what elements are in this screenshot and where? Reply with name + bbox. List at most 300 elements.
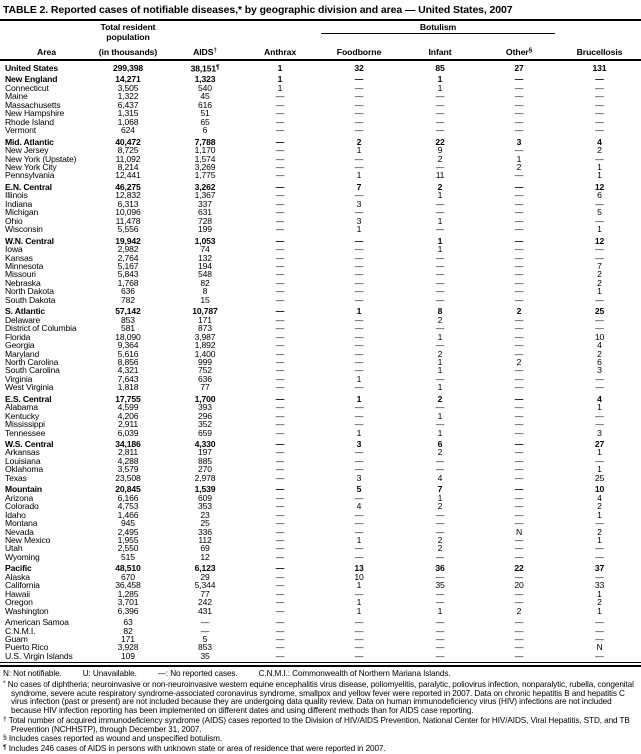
cell-brucellosis: 2: [597, 269, 602, 280]
footnotes: [0, 670, 641, 753]
cell-population: 6,313: [117, 198, 139, 209]
cell-foodborne: —: [354, 323, 364, 334]
col-header-foodborne: Foodborne: [318, 44, 400, 60]
table-row: [0, 519, 641, 527]
cell-other: 27: [514, 62, 524, 73]
cell-infant: —: [435, 625, 445, 636]
cell-anthrax: —: [275, 306, 285, 317]
table-row: [0, 358, 641, 366]
cell-brucellosis: 2: [597, 277, 602, 288]
cell-population: 4,288: [117, 455, 139, 466]
cell-aids: 609: [198, 492, 212, 503]
cell-infant: 4: [437, 472, 443, 483]
cell-foodborne: —: [354, 518, 364, 529]
cell-infant: 1: [437, 331, 443, 342]
cell-infant: —: [435, 277, 445, 288]
cell-infant: 1: [437, 244, 443, 255]
cell-other: —: [514, 198, 524, 209]
cell-other: —: [514, 190, 524, 201]
cell-population: 171: [121, 634, 135, 644]
cell-infant: 2: [437, 181, 443, 192]
table-row: [0, 180, 641, 191]
cell-other: —: [514, 634, 524, 644]
cell-aids: 7,788: [194, 136, 216, 147]
cell-other: 2: [516, 161, 522, 172]
cell-infant: —: [435, 99, 445, 110]
cell-brucellosis: 4: [597, 136, 602, 147]
cell-infant: —: [435, 551, 445, 562]
cell-infant: —: [435, 455, 445, 466]
cell-other: —: [514, 382, 524, 393]
cell-other: —: [514, 294, 524, 305]
cell-aids: 2,978: [194, 472, 216, 483]
table-row: [0, 92, 641, 100]
cell-brucellosis: 1: [597, 286, 602, 297]
cell-other: —: [514, 181, 524, 192]
cell-foodborne: —: [354, 551, 364, 562]
cell-other: —: [514, 617, 524, 628]
area-cell: Arizona: [5, 492, 34, 503]
cell-aids: 6,123: [194, 563, 216, 574]
col-header-aids: [168, 44, 242, 60]
cell-foodborne: —: [354, 617, 364, 628]
cell-infant: 8: [437, 306, 443, 317]
table-row: [0, 465, 641, 473]
cell-infant: —: [435, 198, 445, 209]
cell-population: 5,616: [117, 348, 139, 359]
cell-other: —: [514, 455, 524, 466]
cell-aids: 12: [200, 551, 210, 562]
cell-population: 5,556: [117, 224, 139, 235]
area-cell: Florida: [5, 331, 31, 342]
table-row: [0, 171, 641, 179]
cell-anthrax: —: [275, 116, 285, 127]
cell-infant: 1: [437, 410, 443, 421]
cell-anthrax: —: [275, 492, 285, 503]
cell-aids: 1,700: [194, 393, 216, 404]
table-row: [0, 511, 641, 519]
cell-infant: 1: [437, 365, 443, 376]
cell-population: 40,472: [115, 136, 141, 147]
cell-population: 109: [121, 650, 135, 661]
table-row: [0, 627, 641, 635]
cell-aids: 132: [198, 252, 212, 263]
cell-aids: 1,574: [194, 153, 216, 164]
cell-foodborne: —: [354, 277, 364, 288]
cell-population: 3,928: [117, 642, 139, 653]
cell-other: —: [514, 170, 524, 181]
cell-aids: 5,344: [194, 580, 216, 591]
table-row: [0, 502, 641, 510]
cell-aids: 337: [198, 198, 212, 209]
footnote-mark: ¶: [3, 743, 7, 751]
cell-foodborne: —: [354, 260, 364, 271]
cell-foodborne: —: [354, 252, 364, 263]
area-cell: Missouri: [5, 269, 36, 280]
cell-aids: —: [200, 617, 210, 628]
area-cell: C.N.M.I.: [5, 625, 36, 636]
cell-brucellosis: 7: [597, 260, 602, 271]
area-cell: W.N. Central: [5, 235, 54, 246]
cell-infant: 1: [437, 235, 443, 246]
cell-population: 4,753: [117, 501, 139, 512]
cell-population: 2,811: [117, 447, 139, 458]
footnote: § Includes cases reported as wound and unspecified botulism.: [3, 734, 222, 744]
cell-brucellosis: 4: [597, 340, 602, 351]
cell-other: —: [514, 116, 524, 127]
cell-anthrax: —: [275, 373, 285, 384]
cell-foodborne: —: [354, 116, 364, 127]
cell-aids: 1,170: [194, 145, 216, 156]
cell-infant: —: [435, 509, 445, 520]
cell-other: 2: [516, 306, 522, 317]
cell-foodborne: —: [354, 340, 364, 351]
cell-brucellosis: —: [595, 215, 604, 226]
cell-population: 12,441: [115, 170, 141, 181]
cell-other: —: [514, 427, 524, 438]
footnote-mark: †: [3, 715, 7, 723]
cell-foodborne: 1: [356, 427, 362, 438]
cell-brucellosis: 12: [594, 235, 605, 246]
table-row: [0, 392, 641, 403]
cell-brucellosis: 25: [594, 472, 605, 483]
header-spacer: [168, 21, 242, 44]
cell-anthrax: —: [275, 526, 285, 537]
cell-anthrax: —: [275, 551, 285, 562]
table-row: [0, 60, 641, 72]
cell-anthrax: —: [275, 331, 285, 342]
table-header: [0, 21, 641, 60]
area-cell: Nebraska: [5, 277, 41, 288]
cell-anthrax: —: [275, 260, 285, 271]
cell-other: —: [514, 551, 524, 562]
area-cell: Nevada: [5, 526, 34, 537]
cell-brucellosis: 25: [594, 306, 605, 317]
cell-anthrax: —: [275, 642, 285, 653]
area-cell: E.S. Central: [5, 393, 52, 404]
cell-brucellosis: —: [595, 373, 604, 384]
area-cell: Kentucky: [5, 410, 40, 421]
cell-brucellosis: 10: [594, 331, 605, 342]
cell-other: —: [514, 365, 524, 376]
cell-other: —: [514, 269, 524, 280]
cell-foodborne: 1: [356, 393, 362, 404]
cell-brucellosis: N: [596, 642, 603, 653]
cell-anthrax: —: [275, 419, 285, 430]
cell-other: —: [514, 464, 524, 475]
table-row: [0, 420, 641, 428]
table-row: [0, 279, 641, 287]
cell-population: 46,275: [115, 181, 141, 192]
cell-population: 5,167: [117, 260, 139, 271]
area-cell: United States: [5, 62, 58, 73]
table-row: [0, 234, 641, 245]
table-row: [0, 607, 641, 615]
cell-aids: 6: [202, 125, 208, 136]
cell-anthrax: —: [275, 244, 285, 255]
area-cell: Alaska: [5, 571, 30, 582]
cell-brucellosis: —: [595, 91, 604, 102]
table-row: [0, 615, 641, 626]
cell-aids: 636: [198, 373, 212, 384]
cell-other: —: [514, 571, 524, 582]
cell-infant: 1: [437, 356, 443, 367]
cell-foodborne: —: [354, 447, 364, 458]
table-row: [0, 254, 641, 262]
cell-other: —: [514, 447, 524, 458]
cell-aids: 29: [200, 571, 210, 582]
table-row: [0, 109, 641, 117]
cell-aids: 171: [198, 314, 212, 325]
cell-anthrax: —: [275, 365, 285, 376]
cell-infant: —: [435, 108, 445, 119]
cell-population: 8,856: [117, 356, 139, 367]
other-label: Other: [505, 47, 529, 57]
cell-foodborne: —: [354, 99, 364, 110]
table-row: [0, 635, 641, 643]
cell-foodborne: 3: [356, 439, 362, 450]
cell-population: 853: [121, 314, 135, 325]
notifiable-diseases-table: [0, 21, 641, 660]
cell-brucellosis: 1: [597, 170, 602, 181]
area-cell: Ohio: [5, 215, 23, 226]
cell-brucellosis: 4: [597, 492, 602, 503]
cell-foodborne: —: [354, 588, 364, 599]
cell-other: —: [514, 393, 524, 404]
cell-aids: 1,400: [194, 348, 216, 359]
cell-other: 3: [516, 136, 522, 147]
table-row: [0, 126, 641, 134]
col-header-population: (in thousands): [88, 44, 168, 60]
table-row: [0, 366, 641, 374]
cell-aids: 45: [200, 91, 210, 102]
cell-anthrax: —: [275, 634, 285, 644]
cell-population: 3,701: [117, 597, 139, 608]
cell-aids: 197: [198, 447, 212, 458]
cell-foodborne: —: [354, 74, 364, 85]
cell-other: —: [514, 207, 524, 218]
cell-brucellosis: —: [595, 108, 604, 119]
area-cell: North Carolina: [5, 356, 59, 367]
cell-aids: 752: [198, 365, 212, 376]
area-cell: S. Atlantic: [5, 306, 46, 317]
cell-anthrax: —: [275, 393, 285, 404]
cell-brucellosis: 1: [597, 402, 602, 413]
cell-population: 11,092: [115, 153, 141, 164]
cell-infant: —: [435, 286, 445, 297]
cell-population: 11,478: [115, 215, 141, 226]
cell-population: 782: [121, 294, 135, 305]
cell-anthrax: —: [275, 571, 285, 582]
cell-anthrax: 1: [277, 82, 283, 93]
cell-foodborne: —: [354, 464, 364, 475]
cell-infant: —: [435, 207, 445, 218]
cell-foodborne: —: [354, 356, 364, 367]
area-cell: Mississippi: [5, 419, 45, 430]
cell-population: 9,364: [117, 340, 139, 351]
cell-brucellosis: 3: [597, 427, 602, 438]
table-title: TABLE 2. Reported cases of notifiable diseases,* by geographic division and area — United States, 2007: [3, 4, 513, 16]
population-header-line1: Total resident: [100, 22, 156, 32]
cell-anthrax: —: [275, 464, 285, 475]
area-cell: Wyoming: [5, 551, 40, 562]
cell-foodborne: 1: [356, 145, 362, 156]
cell-foodborne: 1: [356, 580, 362, 591]
cell-other: —: [514, 509, 524, 520]
cell-population: 2,550: [117, 543, 139, 554]
cell-anthrax: —: [275, 136, 285, 147]
cell-brucellosis: —: [595, 314, 604, 325]
cell-anthrax: —: [275, 509, 285, 520]
cell-brucellosis: —: [595, 82, 604, 93]
cell-other: —: [514, 348, 524, 359]
cell-anthrax: —: [275, 145, 285, 156]
cell-brucellosis: 6: [597, 356, 602, 367]
cell-anthrax: —: [275, 535, 285, 546]
cell-foodborne: —: [354, 509, 364, 520]
cell-brucellosis: —: [595, 625, 604, 636]
table-row: [0, 270, 641, 278]
cell-other: —: [514, 588, 524, 599]
cell-population: 20,845: [115, 484, 141, 495]
table-row: [0, 437, 641, 448]
cell-brucellosis: 1: [597, 509, 602, 520]
cell-brucellosis: —: [595, 518, 604, 529]
cell-infant: —: [435, 252, 445, 263]
table-row: [0, 590, 641, 598]
cell-population: 6,437: [117, 99, 139, 110]
cell-brucellosis: —: [595, 294, 604, 305]
cell-infant: 2: [437, 393, 443, 404]
cell-population: 57,142: [115, 306, 141, 317]
table-row: [0, 217, 641, 225]
area-cell: Arkansas: [5, 447, 40, 458]
cell-other: —: [514, 125, 524, 136]
cell-foodborne: 10: [354, 571, 364, 582]
cell-aids: 65: [200, 116, 210, 127]
cell-infant: —: [435, 224, 445, 235]
area-cell: New Jersey: [5, 145, 49, 156]
cell-population: 2,495: [117, 526, 139, 537]
table-row: [0, 581, 641, 589]
area-cell: Georgia: [5, 340, 35, 351]
cell-aids: 1,323: [194, 74, 216, 85]
cell-other: —: [514, 260, 524, 271]
cell-population: 1,768: [117, 277, 139, 288]
area-cell: Maryland: [5, 348, 40, 359]
cell-population: 4,206: [117, 410, 139, 421]
cell-foodborne: 3: [356, 215, 362, 226]
cell-foodborne: —: [354, 642, 364, 653]
cell-aids: 23: [200, 509, 210, 520]
cell-brucellosis: —: [595, 198, 604, 209]
cell-population: 3,579: [117, 464, 139, 475]
table-row: [0, 652, 641, 660]
cell-brucellosis: 12: [594, 181, 605, 192]
cell-anthrax: —: [275, 161, 285, 172]
cell-other: 1: [516, 153, 522, 164]
cell-infant: 2: [437, 543, 443, 554]
table-row: [0, 341, 641, 349]
cell-population: 10,096: [115, 207, 141, 218]
cell-foodborne: 5: [356, 484, 362, 495]
cell-aids: 77: [200, 588, 210, 599]
cell-aids: 393: [198, 402, 212, 413]
cell-aids: 540: [198, 82, 212, 93]
cell-foodborne: —: [354, 348, 364, 359]
col-header-area: Area: [0, 44, 88, 60]
table-row: [0, 536, 641, 544]
cell-infant: —: [435, 597, 445, 608]
cell-brucellosis: 27: [594, 439, 605, 450]
table-row: [0, 155, 641, 163]
cell-other: —: [514, 252, 524, 263]
cell-anthrax: —: [275, 314, 285, 325]
cell-population: 63: [123, 617, 133, 628]
area-cell: Hawaii: [5, 588, 30, 599]
cell-population: 4,321: [117, 365, 139, 376]
cell-anthrax: —: [275, 153, 285, 164]
cell-anthrax: —: [275, 580, 285, 591]
cell-foodborne: —: [354, 294, 364, 305]
header-spacer: [242, 21, 318, 44]
area-cell: New England: [5, 74, 58, 85]
cell-infant: 1: [437, 427, 443, 438]
cell-infant: 9: [437, 145, 443, 156]
table-row: [0, 544, 641, 552]
cell-anthrax: —: [275, 605, 285, 616]
cell-foodborne: —: [354, 331, 364, 342]
cell-infant: —: [435, 526, 445, 537]
footnote-mark: §: [3, 734, 7, 742]
cell-aids: 1,539: [194, 484, 216, 495]
cell-other: —: [514, 82, 524, 93]
cell-anthrax: —: [275, 348, 285, 359]
cell-other: —: [514, 535, 524, 546]
area-cell: Idaho: [5, 509, 26, 520]
cell-aids: 38,151¶: [190, 63, 220, 73]
cell-infant: —: [435, 464, 445, 475]
cell-other: —: [514, 331, 524, 342]
cell-infant: —: [435, 125, 445, 136]
pilcrow-footnote-mark: ¶: [215, 63, 220, 71]
cell-infant: —: [435, 323, 445, 334]
area-cell: New Hampshire: [5, 108, 65, 119]
col-header-anthrax: Anthrax: [242, 44, 318, 60]
table-row: [0, 225, 641, 233]
cell-infant: —: [435, 269, 445, 280]
cell-anthrax: —: [275, 99, 285, 110]
table-row: [0, 324, 641, 332]
cell-aids: 885: [198, 455, 212, 466]
cell-infant: 6: [437, 439, 443, 450]
area-cell: New York City: [5, 161, 57, 172]
header-spacer: [558, 21, 641, 44]
cell-infant: 36: [435, 563, 445, 574]
cell-brucellosis: 1: [597, 224, 602, 235]
cell-population: 36,458: [115, 580, 141, 591]
cell-infant: 85: [435, 62, 445, 73]
table-row: [0, 191, 641, 199]
cell-infant: 2: [437, 348, 443, 359]
cell-brucellosis: —: [595, 634, 604, 644]
cell-brucellosis: —: [595, 551, 604, 562]
cell-other: 20: [514, 580, 524, 591]
area-cell: Washington: [5, 605, 49, 616]
cell-population: 1,322: [117, 91, 139, 102]
header-spacer: [0, 21, 88, 44]
cell-aids: —: [200, 625, 210, 636]
